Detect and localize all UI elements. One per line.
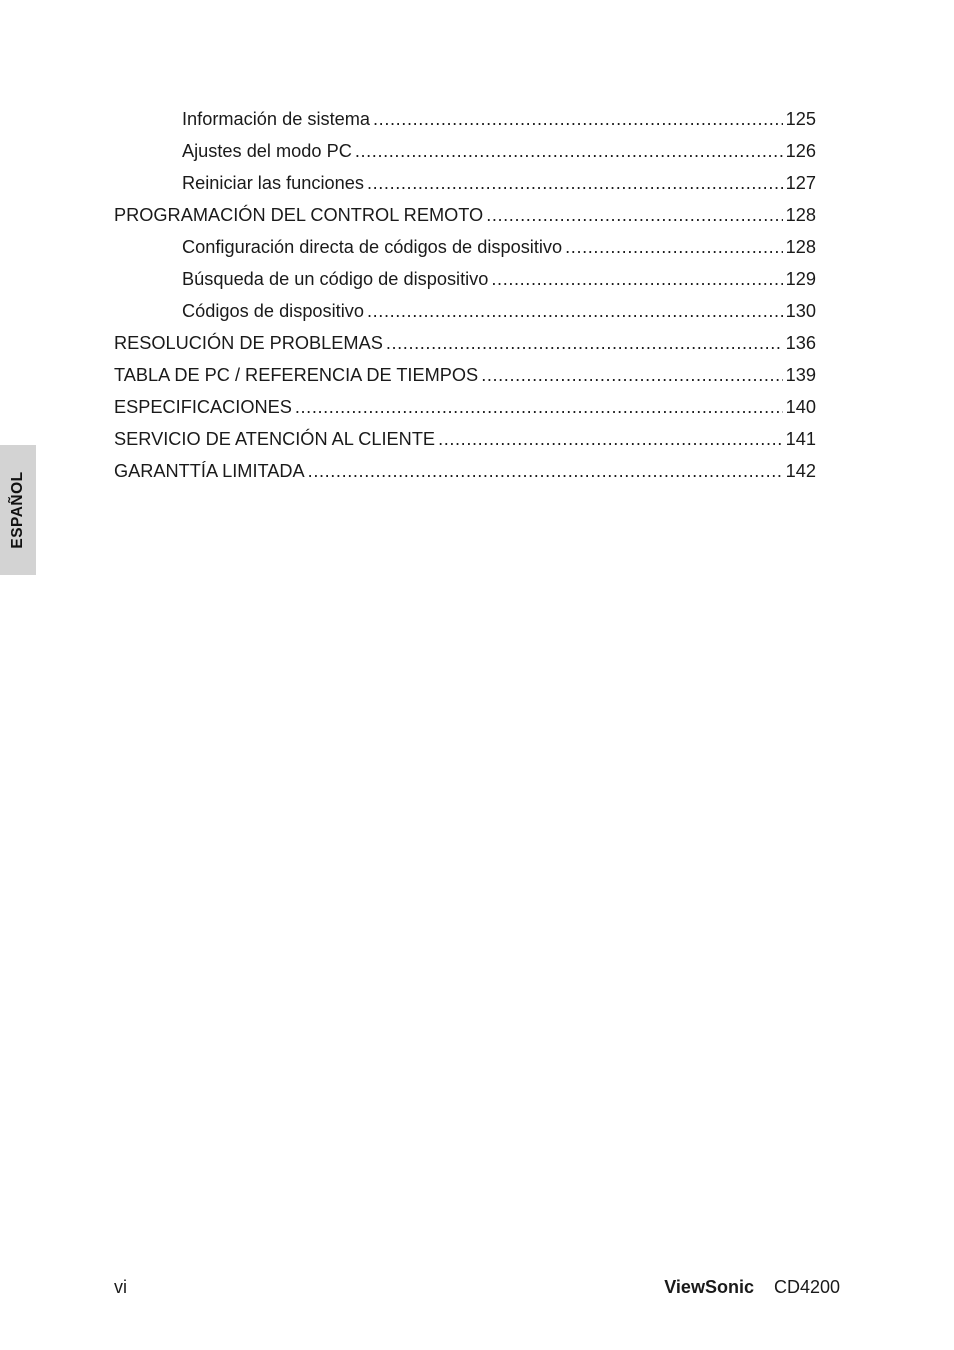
toc-entry-page: 127 xyxy=(785,173,816,193)
toc-dot-leader xyxy=(486,199,782,231)
toc-entry-page: 142 xyxy=(785,461,816,481)
toc-dot-leader xyxy=(481,359,782,391)
toc-entry-title: RESOLUCIÓN DE PROBLEMAS xyxy=(114,333,383,353)
toc-entry-page: 139 xyxy=(785,365,816,385)
toc-entry-title: Configuración directa de códigos de dispositivo xyxy=(182,237,563,257)
toc-entry-page: 126 xyxy=(785,141,816,161)
toc-entry[interactable] xyxy=(114,423,816,455)
model-name: CD4200 xyxy=(773,1277,840,1297)
toc-entry[interactable] xyxy=(182,295,816,327)
toc-entry-page: 128 xyxy=(785,205,816,225)
footer-brand-model xyxy=(664,1276,840,1298)
language-tab xyxy=(0,445,36,575)
toc-entry-title: Reiniciar las funciones xyxy=(182,173,364,193)
toc-entry[interactable] xyxy=(114,359,816,391)
toc-entry-title: SERVICIO DE ATENCIÓN AL CLIENTE xyxy=(114,429,436,449)
toc-entry-page: 128 xyxy=(785,237,816,257)
toc-entry-page: 136 xyxy=(785,333,816,353)
toc-dot-leader xyxy=(565,231,782,263)
toc-entry[interactable] xyxy=(182,263,816,295)
toc-dot-leader xyxy=(386,327,783,359)
toc-entry[interactable] xyxy=(182,231,816,263)
toc-dot-leader xyxy=(308,455,783,487)
toc-dot-leader xyxy=(438,423,783,455)
toc-entry[interactable] xyxy=(114,327,816,359)
language-tab-label: ESPAÑOL xyxy=(9,471,26,549)
toc-entry-title: Información de sistema xyxy=(182,109,371,129)
toc-entry[interactable] xyxy=(114,455,816,487)
toc-entry-title: ESPECIFICACIONES xyxy=(114,397,292,417)
toc-entry-page: 130 xyxy=(785,301,816,321)
toc-entry-title: GARANTTÍA LIMITADA xyxy=(114,461,305,481)
toc-entry-page: 141 xyxy=(785,429,816,449)
toc-dot-leader xyxy=(373,103,783,135)
toc-entry-title: Códigos de dispositivo xyxy=(182,301,364,321)
toc-entry-title: TABLA DE PC / REFERENCIA DE TIEMPOS xyxy=(114,365,479,385)
toc-entry-page: 140 xyxy=(785,397,816,417)
toc-entry-page: 129 xyxy=(785,269,816,289)
toc-entry-page: 125 xyxy=(785,109,816,129)
toc-dot-leader xyxy=(355,135,783,167)
toc-entry[interactable] xyxy=(114,391,816,423)
toc-dot-leader xyxy=(295,391,783,423)
toc-entry[interactable] xyxy=(182,167,816,199)
toc-entry-title: PROGRAMACIÓN DEL CONTROL REMOTO xyxy=(114,205,484,225)
toc-dot-leader xyxy=(367,167,783,199)
brand-name: ViewSonic xyxy=(664,1277,754,1297)
toc-entry-title: Búsqueda de un código de dispositivo xyxy=(182,269,489,289)
page-number: vi xyxy=(114,1277,127,1297)
toc-entry[interactable] xyxy=(182,135,816,167)
toc-entry[interactable] xyxy=(114,199,816,231)
toc-dot-leader xyxy=(367,295,783,327)
toc-dot-leader xyxy=(491,263,782,295)
toc-entry-title: Ajustes del modo PC xyxy=(182,141,352,161)
toc-entry[interactable] xyxy=(182,103,816,135)
